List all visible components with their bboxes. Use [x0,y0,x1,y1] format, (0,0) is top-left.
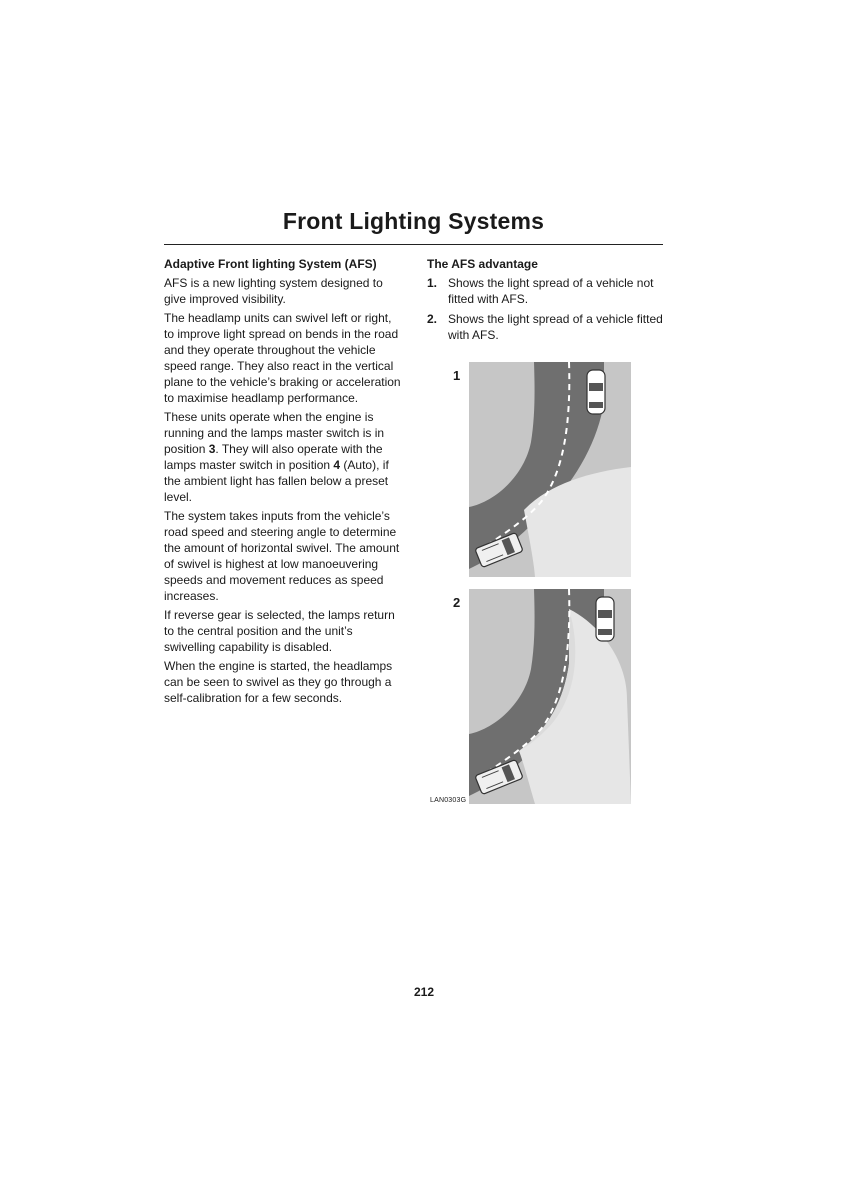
right-column [427,256,663,347]
figure-reference-code: LAN0303G [430,797,467,804]
title-rule [164,244,663,245]
figure-2-label: 2 [453,595,461,610]
paragraph [164,409,402,505]
paragraph: The headlamp units can swivel left or right, to improve light spread on bends in the road and they operate throughout the vehicle speed range. They also react in the vertical plane to the vehicle’s braking or acceleration to maximise headlamp performance. [164,311,401,405]
figure-2-afs-illustration [469,589,631,804]
list-text: Shows the light spread of a vehicle not fitted with AFS. [448,276,654,306]
text: . They will also operate with the lamps master switch in position [164,442,383,472]
list-number: 2. [427,312,438,326]
position-number: 3 [208,442,216,456]
paragraph: When the engine is started, the headlamps can be seen to swivel as they go through a self-calibration for a few seconds. [164,659,393,705]
text: (Auto), if the ambient light has fallen below a preset level. [164,458,389,504]
list-number: 1. [427,276,438,290]
paragraph: The system takes inputs from the vehicle’s road speed and steering angle to determine the amount of horizontal swivel. The amount of swivel is highest at low manoeuvering speeds and movement reduces as speed increases. [164,509,400,603]
position-number: 4 [333,458,341,472]
figure-1-no-afs-illustration [469,362,631,577]
page-title: Front Lighting Systems [282,208,545,234]
paragraph: If reverse gear is selected, the lamps return to the central position and the unit’s swivelling capability is disabled. [164,608,395,654]
afs-heading: Adaptive Front lighting System (AFS) [164,257,377,271]
figure-1-label: 1 [453,368,461,383]
left-column [164,256,402,709]
paragraph: AFS is a new lighting system designed to give improved visibility. [164,276,383,306]
numbered-list [427,275,663,343]
afs-advantage-heading: The AFS advantage [427,257,538,271]
list-text: Shows the light spread of a vehicle fitted with AFS. [448,312,663,342]
list-item [427,311,663,343]
list-item [427,275,663,307]
text: These units operate when the engine is running and the lamps master switch is in position [164,410,385,456]
page-number: 212 [413,985,435,999]
